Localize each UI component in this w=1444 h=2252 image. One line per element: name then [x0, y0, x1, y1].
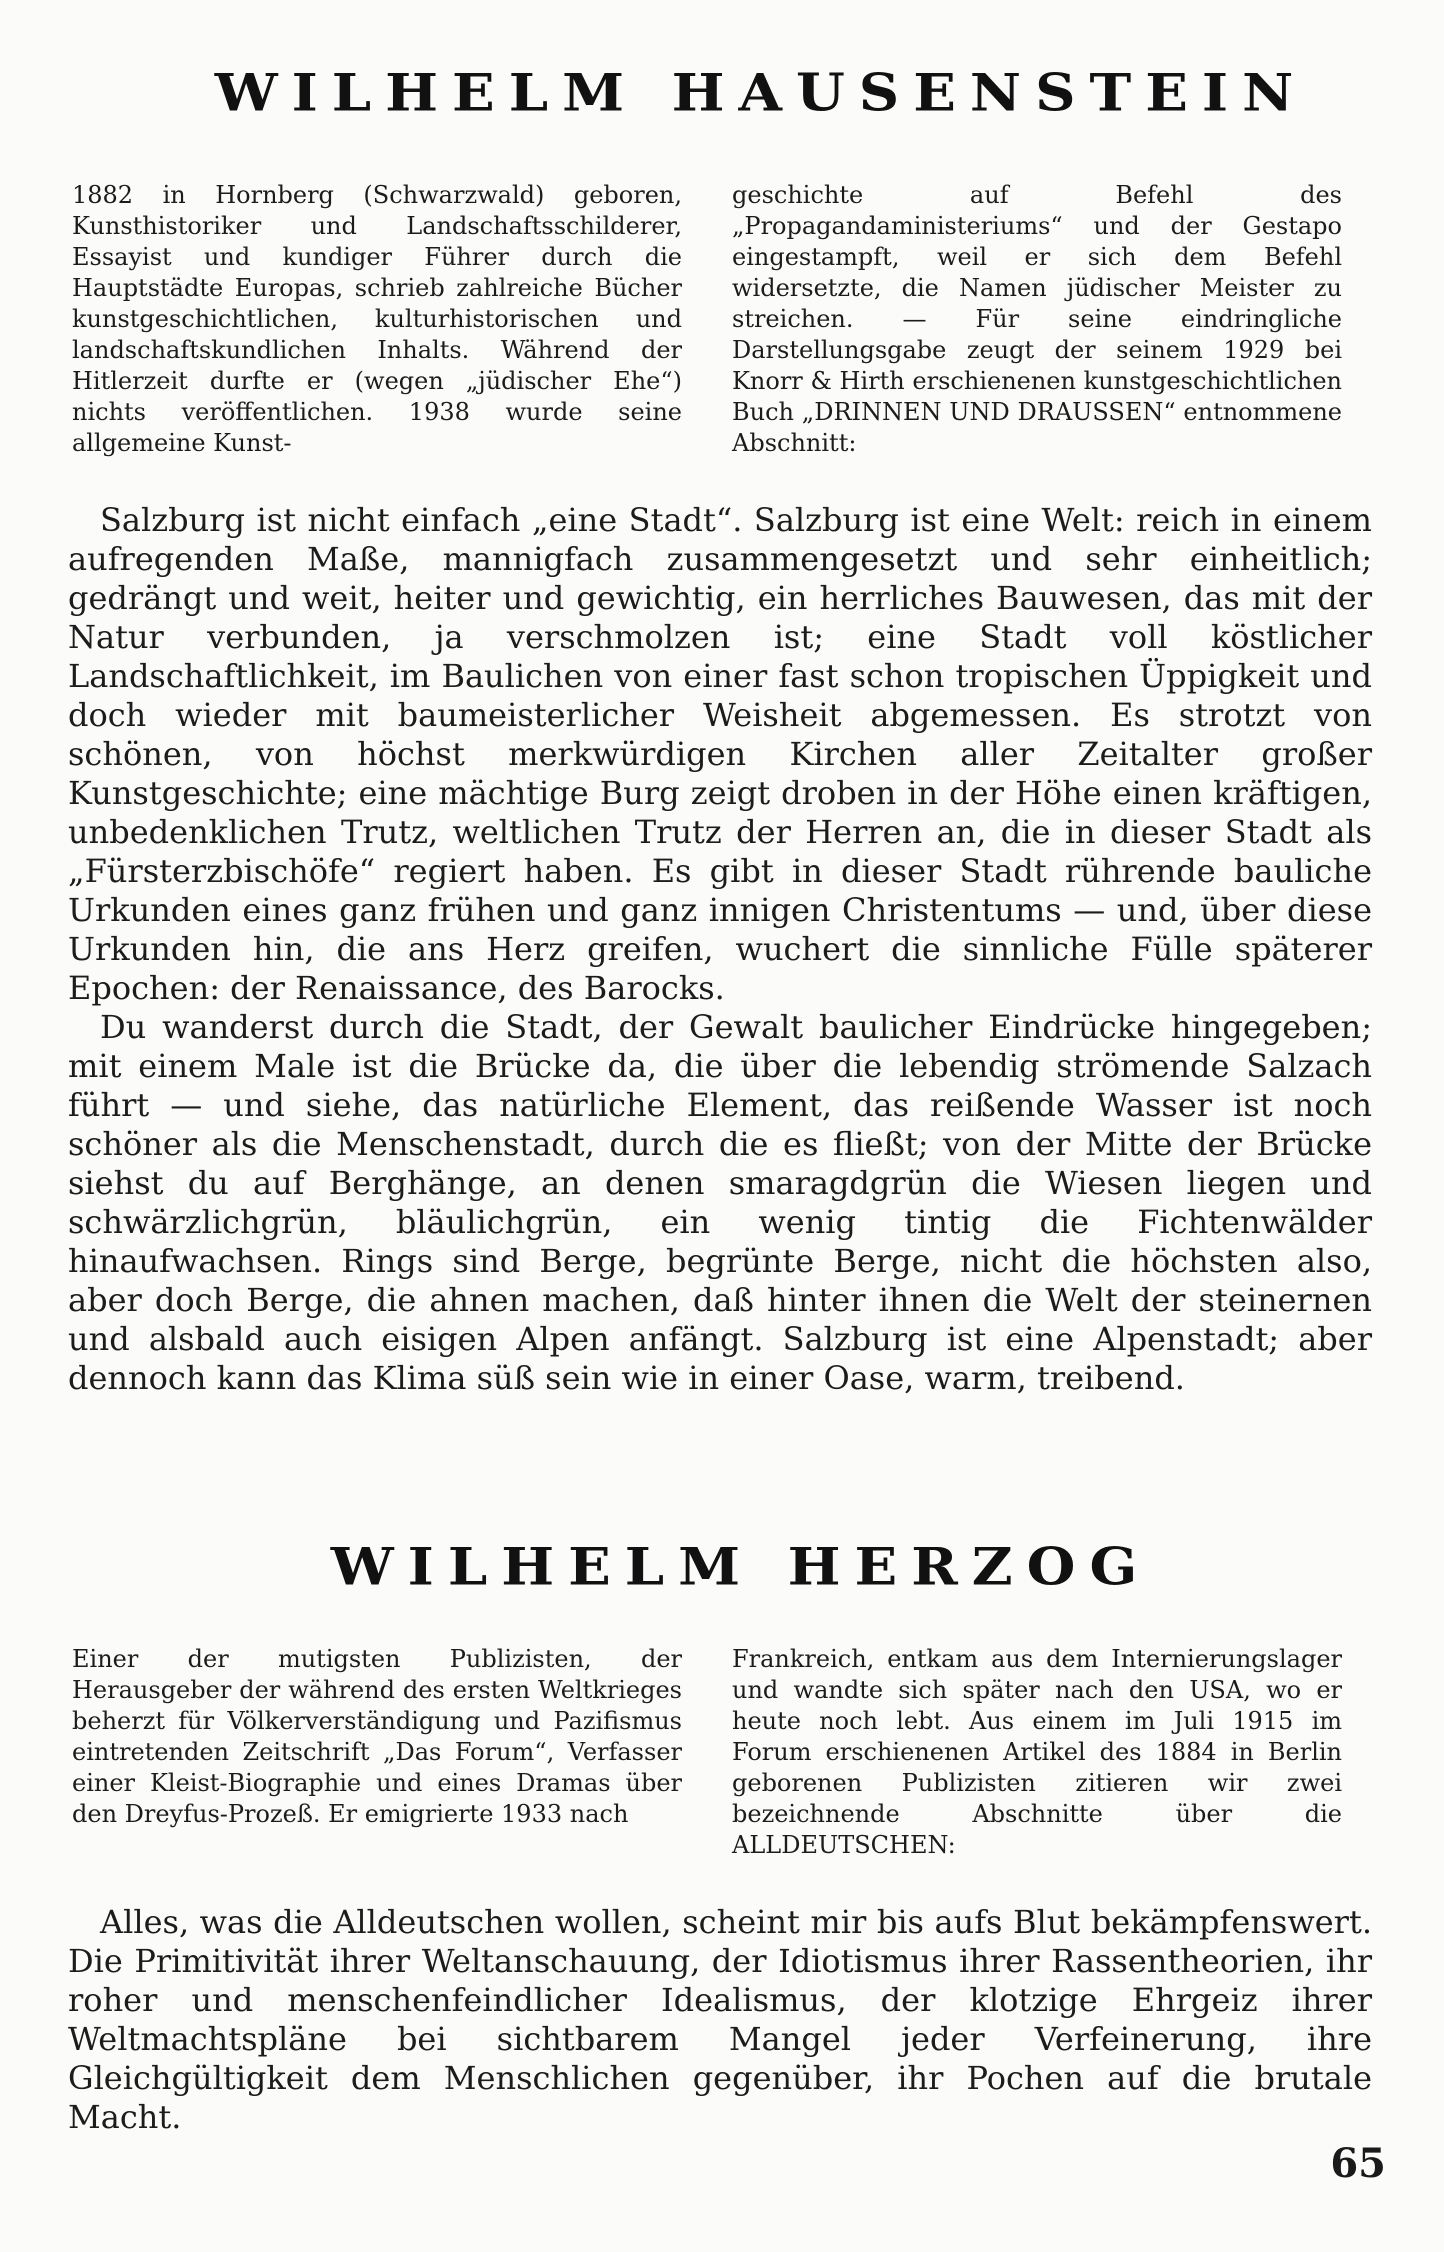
- article-hausenstein: [68, 44, 1384, 1398]
- excerpt-paragraph: Salzburg ist nicht einfach „eine Stadt“. Salzburg ist eine Welt: reich in einem aufregenden Maße, mannigfach zusammengesetzt und sehr einheitlich; gedrängt und weit, heiter und gewichtig, ein herrliches Bauwesen, das mit der Natur verbunden, ja verschmolzen ist; eine Stadt voll köstlicher Landschaftlichkeit, im Baulichen von einer fast schon tropischen Üppigkeit und doch wieder mit baumeisterlicher Weisheit abgemessen. Es strotzt von schönen, von höchst merkwürdigen Kirchen aller Zeitalter großer Kunstgeschichte; eine mächtige Burg zeigt droben in der Höhe einen kräftigen, unbedenklichen Trutz, weltlichen Trutz der Herren an, die in dieser Stadt als „Fürsterzbischöfe“ regiert haben. Es gibt in dieser Stadt rührende bauliche Urkunden eines ganz frühen und ganz innigen Christentums — und, über diese Urkunden hin, die ans Herz greifen, wuchert die sinnliche Fülle späterer Epochen: der Renaissance, des Barocks.: [68, 501, 1372, 1007]
- bio-column-left: 1882 in Hornberg (Schwarzwald) geboren, Kunsthistoriker und Landschaftsschilderer, Essayist und kundiger Führer durch die Hauptstädte Europas, schrieb zahlreiche Bücher kunstgeschichtlichen, kulturhistorischen und landschaftskundlichen Inhalts. Während der Hitlerzeit durfte er (wegen „jüdischer Ehe“) nichts veröffentlichen. 1938 wurde seine allgemeine Kunst-: [72, 181, 682, 457]
- excerpt-text: [68, 501, 1384, 1398]
- bio-column-left: Einer der mutigsten Publizisten, der Herausgeber der während des ersten Weltkrieges beherzt für Völkerverständigung und Pazifismus eintretenden Zeitschrift „Das Forum“, Verfasser einer Kleist-Biographie und eines Dramas über den Dreyfus-Prozeß. Er emigrierte 1933 nach: [72, 1645, 682, 1828]
- excerpt-paragraph: Alles, was die Alldeutschen wollen, scheint mir bis aufs Blut bekämpfenswert. Die Primitivität ihrer Weltanschauung, der Idiotismus ihrer Rassentheorien, ihr roher und menschenfeindlicher Idealismus, der klotzige Ehrgeiz ihrer Weltmachtspläne bei sichtbarem Mangel jeder Verfeinerung, ihre Gleichgültigkeit dem Menschlichen gegenüber, ihr Pochen auf die brutale Macht.: [68, 1903, 1372, 2136]
- excerpt-text: [68, 1903, 1384, 2137]
- bio-column-right: geschichte auf Befehl des „Propagandaministeriums“ und der Gestapo eingestampft, weil er sich dem Befehl widersetzte, die Namen jüdischer Meister zu streichen. — Für seine eindringliche Darstellungsgabe zeugt der seinem 1929 bei Knorr & Hirth erschienenen kunstgeschichtlichen Buch „DRINNEN UND DRAUSSEN“ entnommene Abschnitt:: [732, 181, 1342, 457]
- excerpt-paragraph: Du wanderst durch die Stadt, der Gewalt baulicher Eindrücke hingegeben; mit einem Male ist die Brücke da, die über die lebendig strömende Salzach führt — und siehe, das natürliche Element, das reißende Wasser ist noch schöner als die Menschenstadt, durch die es fließt; von der Mitte der Brücke siehst du auf Berghänge, an denen smaragdgrün die Wiesen liegen und schwärzlichgrün, bläulichgrün, ein wenig tintig die Fichtenwälder hinaufwachsen. Rings sind Berge, begrünte Berge, nicht die höchsten also, aber doch Berge, die ahnen machen, daß hinter ihnen die Welt der steinernen und alsbald auch eisigen Alpen anfängt. Salzburg ist eine Alpenstadt; aber dennoch kann das Klima süß sein wie in einer Oase, warm, treibend.: [68, 1008, 1372, 1397]
- article-herzog: [68, 1518, 1384, 2137]
- author-heading: WILHELM HERZOG: [330, 1536, 1152, 1598]
- author-bio: [68, 1644, 1384, 1861]
- author-bio: [68, 180, 1384, 459]
- author-heading: WILHELM HAUSENSTEIN: [214, 62, 1308, 124]
- page-number: 65: [1330, 2140, 1386, 2187]
- bio-column-right: Frankreich, entkam aus dem Internierungslager und wandte sich später nach den USA, wo er heute noch lebt. Aus einem im Juli 1915 im Forum erschienenen Artikel des 1884 in Berlin geborenen Publizisten zitieren wir zwei bezeichnende Abschnitte über die ALLDEUTSCHEN:: [732, 1645, 1342, 1859]
